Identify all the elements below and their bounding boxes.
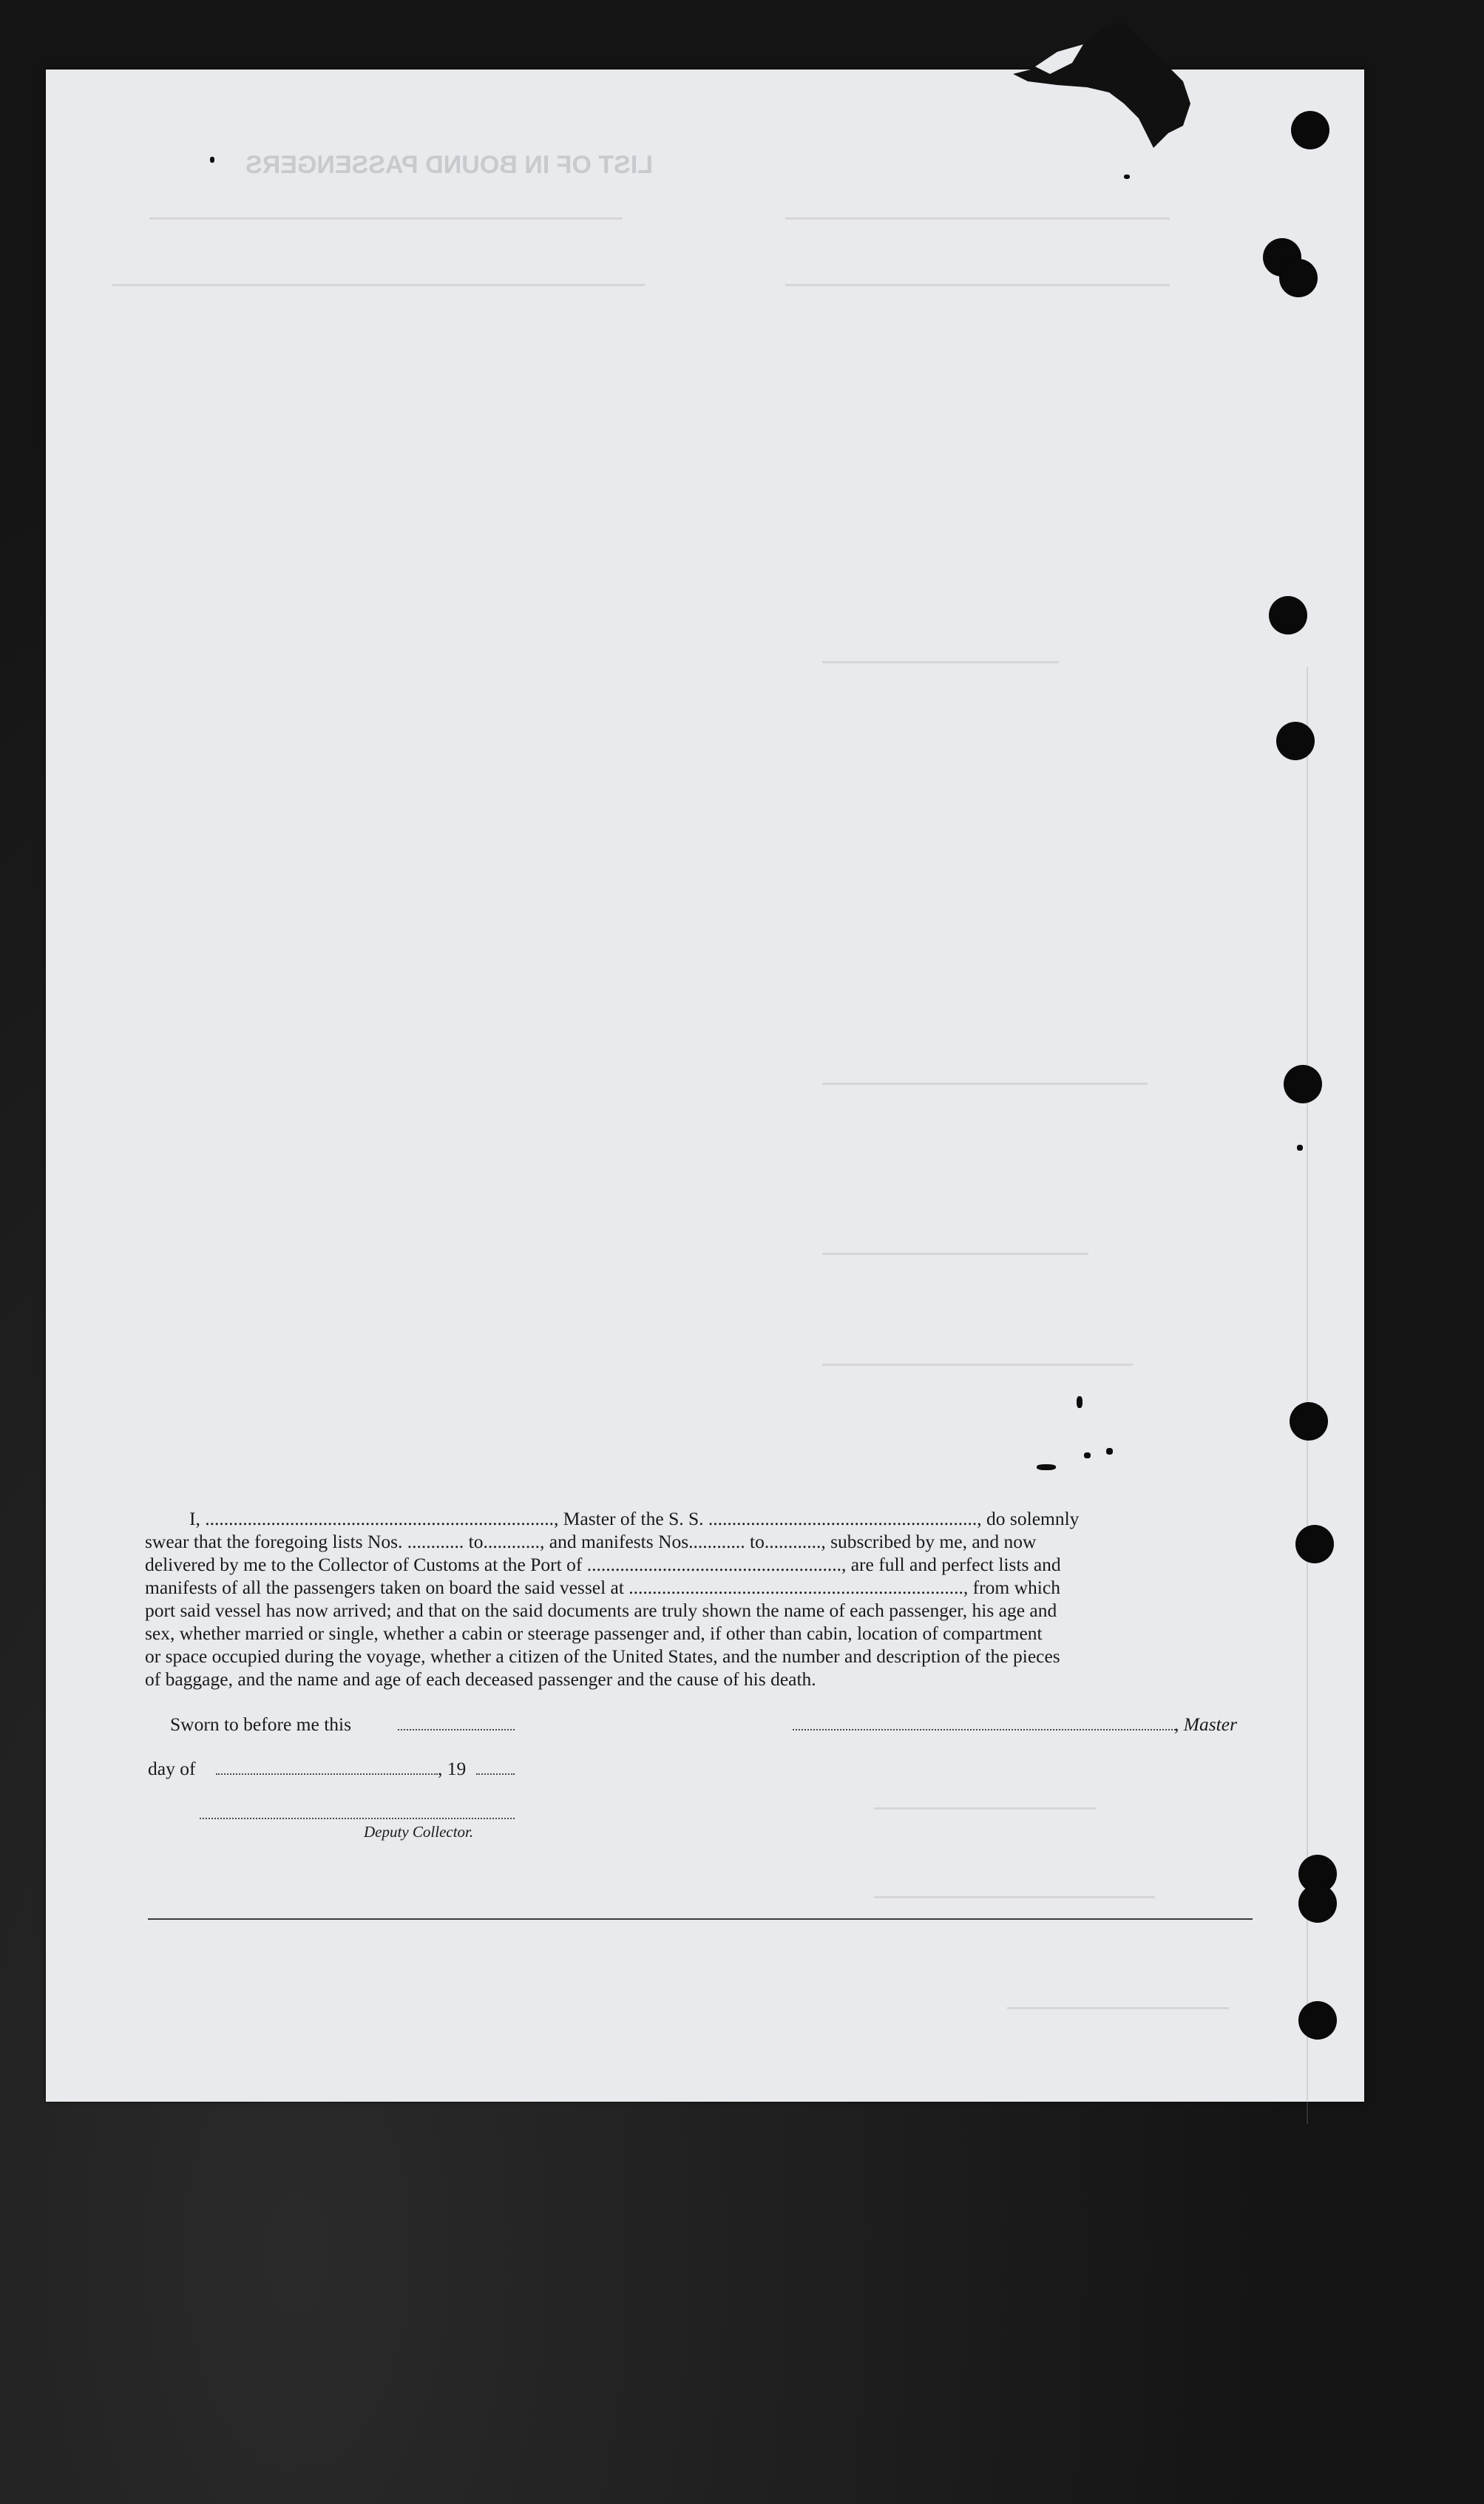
bleed-through-line: [112, 284, 645, 286]
binding-hole: [1269, 596, 1307, 635]
bleed-through-line: [874, 1896, 1155, 1898]
day-of-label: day of: [148, 1758, 196, 1779]
day-of-blank: [216, 1773, 438, 1775]
binding-hole: [1298, 1884, 1337, 1923]
bleed-through-line: [874, 1807, 1096, 1810]
bleed-through-line: [149, 217, 623, 220]
oath-line: or space occupied during the voyage, whether a citizen of the United States, and the number and description of the pieces: [145, 1645, 1060, 1667]
binding-hole: [1290, 1402, 1328, 1441]
bleed-through-line: [1007, 2007, 1229, 2009]
bleed-through-line: [822, 1083, 1148, 1085]
bleed-through-line: [822, 1253, 1088, 1255]
ink-speck: [1297, 1145, 1303, 1151]
master-label: , Master: [1174, 1713, 1237, 1735]
ink-speck: [1124, 175, 1130, 179]
binding-hole: [1279, 259, 1318, 297]
master-signature-blank: [793, 1729, 1176, 1730]
bleed-through-line: [785, 217, 1170, 220]
ink-speck: [1084, 1452, 1091, 1458]
binding-hole: [1291, 111, 1329, 149]
oath-line: manifests of all the passengers taken on board the said vessel at ......................................................................., from which: [145, 1577, 1060, 1598]
ink-speck: [1037, 1464, 1056, 1470]
oath-paragraph: [145, 1507, 1254, 1691]
year-label: , 19: [438, 1758, 467, 1779]
ink-speck: [1106, 1448, 1113, 1455]
sworn-label: Sworn to before me this: [170, 1713, 352, 1735]
bleed-through-line: [822, 661, 1059, 663]
ink-speck: [210, 157, 214, 163]
oath-line: swear that the foregoing lists Nos. ............ to............, and manifests Nos............ to............, subscribed by me, and now: [145, 1531, 1037, 1552]
bottom-rule: [148, 1918, 1253, 1920]
bleed-through-title: LIST OF IN BOUND PASSENGERS: [245, 151, 653, 179]
oath-line: of baggage, and the name and age of each deceased passenger and the cause of his death.: [145, 1668, 816, 1690]
oath-line: sex, whether married or single, whether a cabin or steerage passenger and, if other than cabin, location of compartment: [145, 1622, 1043, 1644]
oath-line: port said vessel has now arrived; and that on the said documents are truly shown the name of each passenger, his age and: [145, 1600, 1057, 1621]
year-blank: [476, 1773, 515, 1775]
torn-corner: [1013, 22, 1190, 148]
ink-speck: [1077, 1396, 1082, 1408]
bleed-through-line: [785, 284, 1170, 286]
bleed-through-line: [822, 1364, 1133, 1366]
binding-hole: [1298, 2001, 1337, 2040]
sworn-date-blank: [398, 1729, 515, 1730]
manifest-sheet: [46, 70, 1364, 2102]
oath-line: I, .........................................................................., Master of the S. S. ........................................................., do solemnly: [189, 1508, 1080, 1529]
binding-hole: [1295, 1525, 1334, 1563]
binding-hole: [1284, 1065, 1322, 1103]
deputy-signature-blank: [200, 1818, 515, 1819]
deputy-collector-label: Deputy Collector.: [364, 1823, 474, 1841]
oath-line: delivered by me to the Collector of Customs at the Port of ......................................................, are full and perfect lists and: [145, 1554, 1061, 1575]
binding-hole: [1276, 722, 1315, 760]
